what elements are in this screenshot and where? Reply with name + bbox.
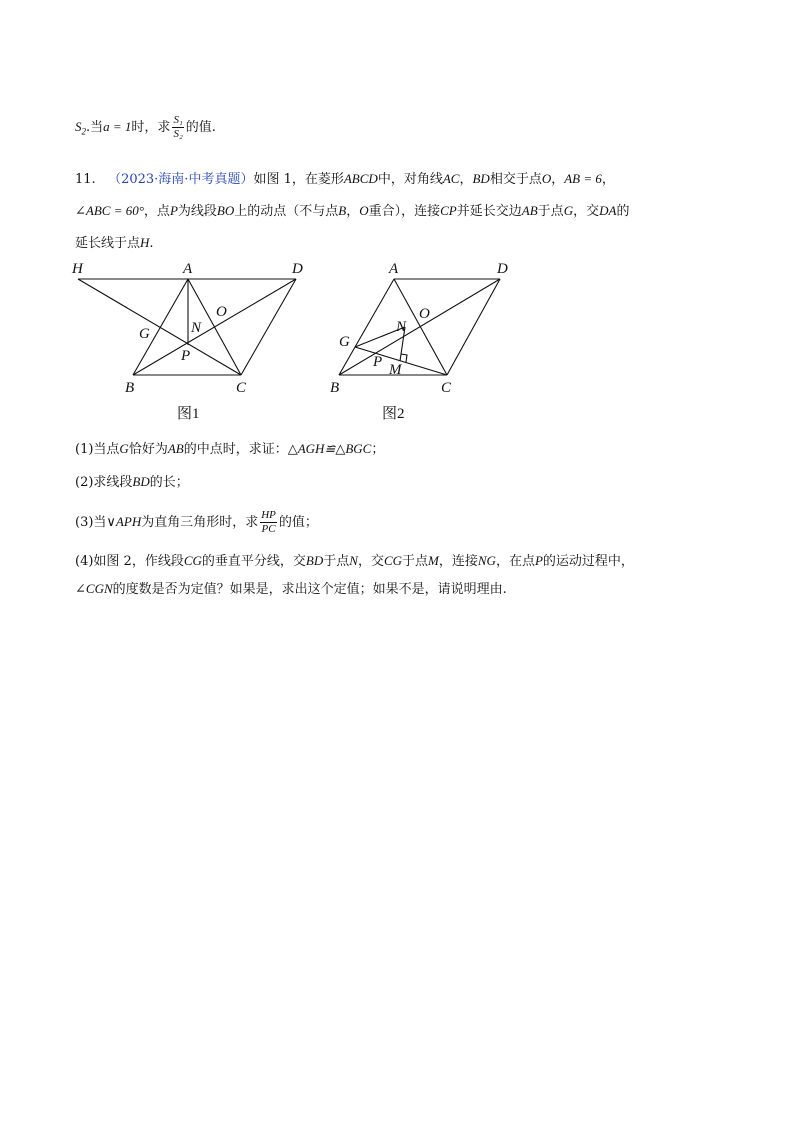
label-o: O: [216, 304, 227, 320]
condition: a = 1: [103, 119, 132, 134]
s2-symbol: $S_2$: [75, 119, 86, 137]
ratio-fraction: $\frac{\text{S₁}}{\text{S₂}}$: [173, 114, 183, 140]
side-cd: [241, 279, 296, 375]
part-3: (3)当∨APH为直角三角形时，求 $\frac{HP}{PC}$ 的值；: [75, 509, 318, 535]
line-hc: [78, 279, 241, 375]
prev-problem-tail: [75, 114, 216, 141]
label-d: D: [292, 261, 303, 277]
label-c: C: [236, 380, 247, 396]
label-a: A: [389, 261, 399, 277]
part-2: (2)求线段BD的长；: [75, 474, 189, 490]
diagonal-bd: [133, 279, 296, 375]
label-b: B: [330, 380, 340, 396]
part-4-line2: ∠CGN的度数是否为定值？如果是，求出这个定值；如果不是，请说明理由.: [75, 581, 507, 597]
label-g: G: [139, 326, 150, 342]
prev-text2: 时，求: [131, 120, 171, 135]
figure-2: [325, 255, 525, 430]
prev-text3: 的值.: [185, 120, 216, 135]
label-b: B: [125, 380, 135, 396]
figure-1-caption: 图1: [177, 406, 200, 422]
label-p: P: [181, 348, 191, 364]
label-d: D: [497, 261, 508, 277]
label-n: N: [396, 319, 407, 335]
label-h: H: [72, 261, 83, 277]
label-o: O: [419, 306, 430, 322]
prev-text: .当: [86, 120, 104, 135]
q11-line3: 延长线于点H.: [75, 235, 154, 251]
label-n: N: [191, 320, 202, 336]
label-p: P: [373, 354, 383, 370]
part-4-line1: (4)如图 2，作线段CG的垂直平分线，交BD于点N，交CG于点M，连接NG，在点P的运动过程中，: [75, 553, 634, 569]
q11-line2: ∠ABC = 60°，点P为线段BO上的动点（不与点B，O重合），连接CP并延长交边AB于点G，交DA的: [75, 203, 630, 219]
side-cd: [447, 279, 500, 375]
figure-2-caption: 图2: [382, 406, 405, 422]
question-number: 11.: [75, 172, 96, 187]
label-g: G: [339, 334, 350, 350]
part-1: (1)当点G恰好为AB的中点时，求证：△AGH≌△BGC；: [75, 441, 385, 457]
figure-1: [65, 255, 315, 430]
side-ab: [339, 279, 394, 375]
label-a: A: [183, 261, 193, 277]
label-c: C: [441, 380, 452, 396]
hp-pc-fraction: $\frac{HP}{PC}$: [261, 509, 276, 535]
diagonal-bd: [339, 279, 500, 375]
label-m: M: [389, 362, 402, 378]
q11-line1: 11. （2023·海南·中考真题）如图 1，在菱形ABCD中，对角线AC，BD相交于点O，AB = 6，: [75, 171, 615, 187]
question-source[interactable]: （2023·海南·中考真题）: [108, 172, 254, 187]
